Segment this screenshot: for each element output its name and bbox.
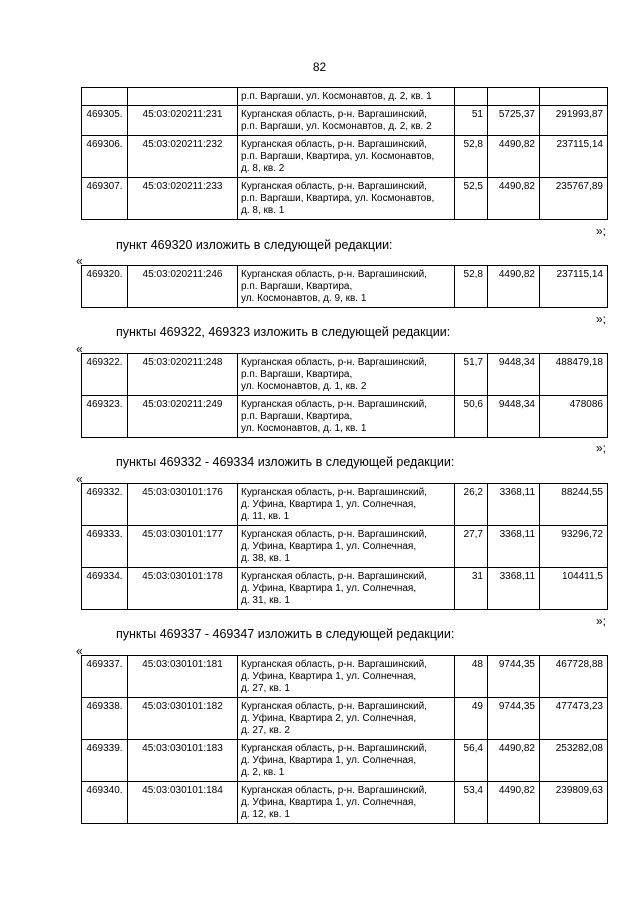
cell-cadastral-number [128,136,238,178]
cell-cadastral-value [540,568,608,610]
cell-address [238,178,455,220]
cell-area [455,782,488,824]
amendment-paragraph: пункты 469322, 469323 изложить в следующей редакции: [116,325,451,339]
cell-address [238,266,455,308]
cell-unit-cost [488,782,540,824]
cell-unit-cost-text: 4490,82 [498,139,535,150]
cell-number [82,88,128,106]
cell-unit-cost-text: 5725,37 [498,109,535,120]
closing-quote: »; [596,614,607,628]
cell-number-text: 469338. [86,701,123,712]
cell-cadastral-value-text: 291993,87 [555,109,603,120]
cell-area [455,266,488,308]
address-line: Курганская область, р-н. Варгашинский, [241,109,427,120]
cell-unit-cost [488,88,540,106]
cell-number-text: 469305. [86,109,123,120]
address-line: д. Уфина, Квартира 1, ул. Солнечная, [241,797,417,808]
cell-unit-cost-text: 9448,34 [498,399,535,410]
table-row [82,178,608,220]
cell-unit-cost [488,526,540,568]
cell-unit-cost-text: 3368,11 [499,487,535,498]
cell-cadastral-number-text: 45:03:030101:176 [142,487,223,498]
cell-area-text: 31 [471,571,483,582]
cell-unit-cost [488,698,540,740]
cell-area [455,484,488,526]
cell-number-text: 469334. [86,571,123,582]
table-row [82,354,608,396]
cell-number [82,740,128,782]
cell-cadastral-number [128,526,238,568]
cell-address [238,698,455,740]
cell-cadastral-value-text: 253282,08 [555,743,603,754]
opening-quote: « [76,644,83,658]
address-line: Курганская область, р-н. Варгашинский, [241,571,427,582]
cell-unit-cost-text: 9744,35 [498,659,535,670]
cell-address [238,656,455,698]
cell-unit-cost [488,178,540,220]
cell-area [455,526,488,568]
cell-address [238,396,455,438]
cell-address [238,136,455,178]
cell-cadastral-value-text: 104411,5 [562,571,603,582]
cell-area-text: 52,8 [463,269,483,280]
opening-quote: « [76,254,83,268]
cell-cadastral-number [128,656,238,698]
address-line: Курганская область, р-н. Варгашинский, [241,487,427,498]
property-table [81,353,608,438]
cell-number [82,396,128,438]
address-line: д. 11, кв. 1 [241,511,290,522]
address-line: д. Уфина, Квартира 1, ул. Солнечная, [241,541,417,552]
cell-cadastral-value-text: 88244,55 [561,487,603,498]
address-line: ул. Космонавтов, д. 1, кв. 1 [241,423,367,434]
cell-number-text: 469332. [86,487,123,498]
cell-address [238,526,455,568]
cell-cadastral-value [540,136,608,178]
cell-number [82,656,128,698]
cell-unit-cost [488,396,540,438]
address-line: Курганская область, р-н. Варгашинский, [241,181,427,192]
cell-number [82,178,128,220]
cell-unit-cost [488,568,540,610]
cell-cadastral-number [128,106,238,136]
cell-number [82,136,128,178]
cell-address [238,568,455,610]
cell-cadastral-value [540,526,608,568]
cell-area [455,106,488,136]
cell-area [455,740,488,782]
address-line: д. 38, кв. 1 [241,553,290,564]
cell-area [455,568,488,610]
address-line: д. 2, кв. 1 [241,767,285,778]
cell-cadastral-value [540,266,608,308]
cell-area-text: 53,4 [463,785,483,796]
address-line: д. Уфина, Квартира 1, ул. Солнечная, [241,671,417,682]
opening-quote: « [76,342,83,356]
cell-area-text: 48 [471,659,483,670]
cell-address [238,782,455,824]
cell-unit-cost-text: 3368,11 [499,529,535,540]
address-line: р.п. Варгаши, ул. Космонавтов, д. 2, кв. 2 [241,121,432,132]
cell-cadastral-value-text: 488479,18 [555,357,603,368]
cell-area-text: 49 [471,701,483,712]
cell-unit-cost-text: 4490,82 [498,785,535,796]
table-row [82,526,608,568]
cell-area-text: 26,2 [463,487,483,498]
address-line: д. Уфина, Квартира 1, ул. Солнечная, [241,755,417,766]
cell-unit-cost [488,656,540,698]
cell-area-text: 56,4 [463,743,483,754]
cell-cadastral-number-text: 45:03:020211:246 [142,269,223,280]
cell-unit-cost [488,354,540,396]
cell-number [82,698,128,740]
cell-cadastral-number [128,484,238,526]
cell-cadastral-number-text: 45:03:020211:248 [142,357,223,368]
cell-cadastral-number [128,266,238,308]
address-line: р.п. Варгаши, Квартира, [241,281,353,292]
address-line: Курганская область, р-н. Варгашинский, [241,529,427,540]
cell-cadastral-number [128,568,238,610]
cell-number [82,106,128,136]
cell-cadastral-value [540,354,608,396]
cell-cadastral-value [540,740,608,782]
page-number: 82 [312,60,327,74]
cell-cadastral-value-text: 93296,72 [561,529,603,540]
cell-cadastral-number [128,396,238,438]
cell-area [455,88,488,106]
address-line: ул. Космонавтов, д. 9, кв. 1 [241,293,367,304]
address-line: д. 31, кв. 1 [241,595,290,606]
address-line: Курганская область, р-н. Варгашинский, [241,701,427,712]
table-row [82,106,608,136]
cell-number [82,782,128,824]
cell-number-text: 469337. [86,659,123,670]
cell-cadastral-value-text: 477473,23 [555,701,603,712]
cell-cadastral-number-text: 45:03:030101:184 [142,785,223,796]
cell-area [455,396,488,438]
property-table [81,87,608,220]
closing-quote: »; [596,441,607,455]
cell-number [82,354,128,396]
cell-cadastral-number-text: 45:03:030101:178 [142,571,223,582]
address-line: д. 8, кв. 1 [241,205,285,216]
table-row [82,656,608,698]
table-row [82,88,608,106]
cell-cadastral-value-text: 467728,88 [555,659,603,670]
address-line: д. 27, кв. 2 [241,725,290,736]
address-line: д. Уфина, Квартира 2, ул. Солнечная, [241,713,417,724]
cell-area [455,656,488,698]
cell-number-text: 469306. [86,139,123,150]
cell-number [82,484,128,526]
cell-unit-cost [488,484,540,526]
address-line: Курганская область, р-н. Варгашинский, [241,357,427,368]
cell-number-text: 469339. [86,743,123,754]
table-row [82,266,608,308]
table-row [82,396,608,438]
cell-cadastral-number [128,698,238,740]
amendment-paragraph: пункт 469320 изложить в следующей редакции: [116,238,393,252]
cell-unit-cost-text: 4490,82 [498,743,535,754]
cell-cadastral-number-text: 45:03:020211:233 [142,181,223,192]
opening-quote: « [76,472,83,486]
cell-cadastral-number-text: 45:03:020211:249 [142,399,223,410]
cell-area-text: 50,6 [463,399,483,410]
cell-address [238,740,455,782]
cell-cadastral-value-text: 235767,89 [555,181,603,192]
cell-number-text: 469320. [86,269,123,280]
amendment-paragraph: пункты 469337 - 469347 изложить в следующей редакции: [116,627,455,641]
cell-number [82,266,128,308]
cell-cadastral-number [128,354,238,396]
cell-cadastral-value-text: 237115,14 [556,139,603,150]
address-line: р.п. Варгаши, Квартира, [241,369,353,380]
cell-address [238,484,455,526]
address-line: д. Уфина, Квартира 1, ул. Солнечная, [241,499,417,510]
address-line: р.п. Варгаши, Квартира, [241,411,353,422]
address-line: д. 12, кв. 1 [241,809,290,820]
cell-number-text: 469340. [86,785,123,796]
cell-area-text: 51,7 [463,357,483,368]
cell-cadastral-number-text: 45:03:030101:181 [142,659,223,670]
table-row [82,484,608,526]
cell-cadastral-number-text: 45:03:030101:177 [142,529,223,540]
address-line: Курганская область, р-н. Варгашинский, [241,139,427,150]
table-row [82,782,608,824]
address-line: д. 27, кв. 1 [241,683,290,694]
cell-cadastral-value [540,782,608,824]
address-line: р.п. Варгаши, Квартира, ул. Космонавтов, [241,193,435,204]
cell-area [455,698,488,740]
cell-unit-cost-text: 4490,82 [498,269,535,280]
closing-quote: »; [596,224,607,238]
cell-area-text: 27,7 [463,529,483,540]
cell-cadastral-number [128,88,238,106]
table-row [82,568,608,610]
cell-unit-cost-text: 4490,82 [498,181,535,192]
cell-cadastral-value [540,484,608,526]
cell-cadastral-value [540,178,608,220]
address-line: ул. Космонавтов, д. 1, кв. 2 [241,381,367,392]
table-row [82,698,608,740]
cell-cadastral-number [128,740,238,782]
cell-area-text: 52,8 [463,139,483,150]
cell-cadastral-value-text: 237115,14 [556,269,603,280]
cell-area-text: 51 [471,109,483,120]
cell-address [238,354,455,396]
property-table [81,265,608,308]
cell-cadastral-number [128,782,238,824]
address-line: Курганская область, р-н. Варгашинский, [241,785,427,796]
property-table [81,655,608,824]
cell-unit-cost [488,740,540,782]
cell-cadastral-value [540,88,608,106]
cell-number-text: 469307. [86,181,123,192]
address-line: Курганская область, р-н. Варгашинский, [241,269,427,280]
cell-cadastral-value [540,396,608,438]
cell-cadastral-number-text: 45:03:020211:231 [142,109,223,120]
address-line: д. 8, кв. 2 [241,163,285,174]
cell-cadastral-number-text: 45:03:030101:183 [142,743,223,754]
cell-unit-cost [488,136,540,178]
cell-cadastral-value [540,698,608,740]
cell-area [455,354,488,396]
cell-area [455,136,488,178]
property-table [81,483,608,610]
cell-area [455,178,488,220]
address-line: Курганская область, р-н. Варгашинский, [241,659,427,670]
cell-unit-cost-text: 9448,34 [498,357,535,368]
amendment-paragraph: пункты 469332 - 469334 изложить в следующей редакции: [116,455,455,469]
cell-unit-cost [488,106,540,136]
cell-address [238,106,455,136]
address-line: р.п. Варгаши, ул. Космонавтов, д. 2, кв. 1 [241,91,432,102]
cell-unit-cost-text: 3368,11 [499,571,535,582]
cell-cadastral-number [128,178,238,220]
address-line: р.п. Варгаши, Квартира, ул. Космонавтов, [241,151,435,162]
table-row [82,136,608,178]
cell-cadastral-number-text: 45:03:030101:182 [142,701,223,712]
cell-unit-cost-text: 9744,35 [498,701,535,712]
cell-cadastral-value-text: 239809,63 [555,785,603,796]
address-line: Курганская область, р-н. Варгашинский, [241,743,427,754]
cell-number-text: 469323. [86,399,123,410]
cell-area-text: 52,5 [463,181,483,192]
cell-number [82,568,128,610]
address-line: д. Уфина, Квартира 1, ул. Солнечная, [241,583,417,594]
cell-unit-cost [488,266,540,308]
cell-cadastral-number-text: 45:03:020211:232 [142,139,223,150]
cell-cadastral-value [540,656,608,698]
address-line: Курганская область, р-н. Варгашинский, [241,399,427,410]
cell-number [82,526,128,568]
cell-number-text: 469333. [86,529,123,540]
cell-address [238,88,455,106]
cell-cadastral-value-text: 478086 [569,399,603,410]
closing-quote: »; [596,312,607,326]
table-row [82,740,608,782]
cell-cadastral-value [540,106,608,136]
cell-number-text: 469322. [86,357,123,368]
